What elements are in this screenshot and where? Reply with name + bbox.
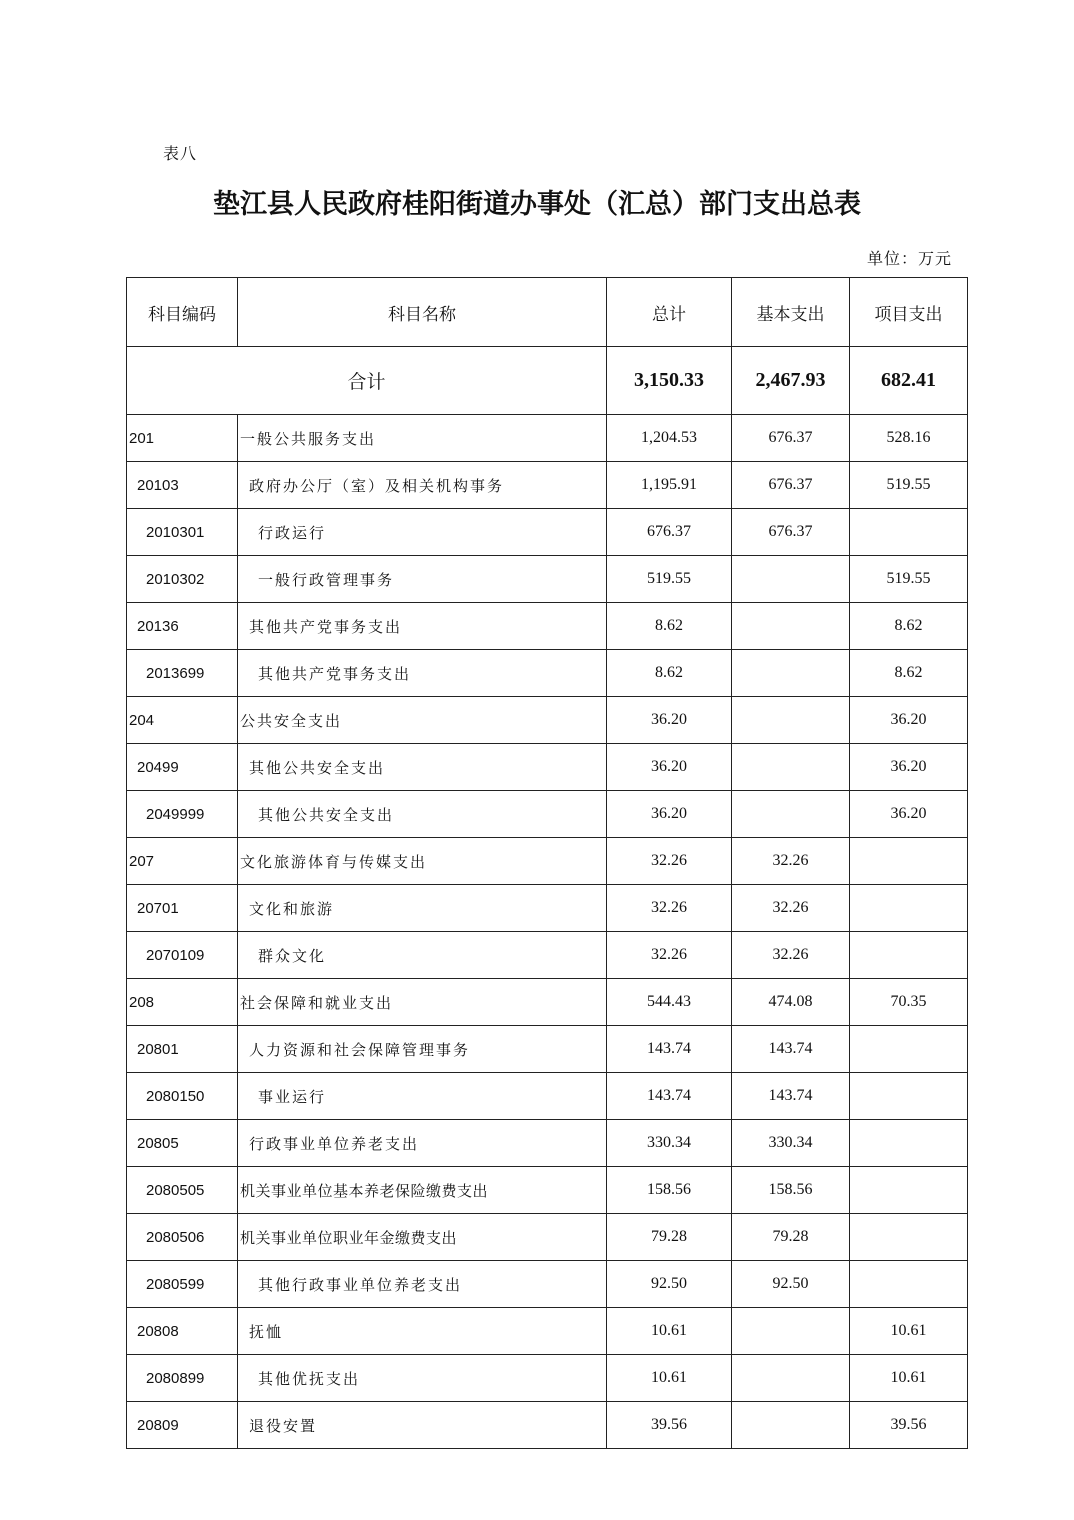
row-project [850, 838, 968, 885]
row-total: 10.61 [607, 1355, 732, 1402]
row-name: 其他优抚支出 [238, 1355, 607, 1402]
row-name: 其他公共安全支出 [238, 744, 607, 791]
row-name: 社会保障和就业支出 [238, 979, 607, 1026]
table-row [127, 415, 968, 462]
table-row [127, 556, 968, 603]
total-project: 682.41 [850, 347, 968, 415]
row-basic [732, 556, 850, 603]
row-basic: 143.74 [732, 1026, 850, 1073]
row-name: 群众文化 [238, 932, 607, 979]
header-basic: 基本支出 [732, 278, 850, 347]
row-total: 158.56 [607, 1167, 732, 1214]
row-basic [732, 650, 850, 697]
row-project: 36.20 [850, 744, 968, 791]
row-name: 抚恤 [238, 1308, 607, 1355]
row-code: 2049999 [127, 791, 238, 838]
header-total: 总计 [607, 278, 732, 347]
row-name: 一般公共服务支出 [238, 415, 607, 462]
total-basic: 2,467.93 [732, 347, 850, 415]
row-code: 207 [127, 838, 238, 885]
row-total: 544.43 [607, 979, 732, 1026]
row-project: 10.61 [850, 1308, 968, 1355]
table-row [127, 1073, 968, 1120]
row-code: 20805 [127, 1120, 238, 1167]
row-project: 36.20 [850, 697, 968, 744]
row-project [850, 1167, 968, 1214]
table-row [127, 1167, 968, 1214]
row-basic: 32.26 [732, 838, 850, 885]
row-total: 36.20 [607, 791, 732, 838]
table-row [127, 744, 968, 791]
row-total: 1,195.91 [607, 462, 732, 509]
row-project: 528.16 [850, 415, 968, 462]
row-code: 2080506 [127, 1214, 238, 1261]
row-code: 20808 [127, 1308, 238, 1355]
row-project [850, 1261, 968, 1308]
row-project [850, 1073, 968, 1120]
row-code: 2080599 [127, 1261, 238, 1308]
row-code: 208 [127, 979, 238, 1026]
row-name: 机关事业单位职业年金缴费支出 [238, 1214, 607, 1261]
row-code: 20499 [127, 744, 238, 791]
row-project [850, 1214, 968, 1261]
table-row [127, 1261, 968, 1308]
row-name: 人力资源和社会保障管理事务 [238, 1026, 607, 1073]
table-row [127, 791, 968, 838]
row-project: 519.55 [850, 462, 968, 509]
row-basic: 32.26 [732, 885, 850, 932]
row-code: 2070109 [127, 932, 238, 979]
table-row [127, 1214, 968, 1261]
row-basic: 158.56 [732, 1167, 850, 1214]
total-label: 合计 [127, 347, 607, 415]
row-basic [732, 603, 850, 650]
row-code: 201 [127, 415, 238, 462]
table-row [127, 885, 968, 932]
row-name: 文化旅游体育与传媒支出 [238, 838, 607, 885]
row-basic: 676.37 [732, 509, 850, 556]
row-total: 676.37 [607, 509, 732, 556]
row-total: 8.62 [607, 650, 732, 697]
row-code: 204 [127, 697, 238, 744]
row-total: 32.26 [607, 885, 732, 932]
table-row [127, 838, 968, 885]
row-name: 退役安置 [238, 1402, 607, 1449]
table-row [127, 697, 968, 744]
row-name: 其他公共安全支出 [238, 791, 607, 838]
header-code: 科目编码 [127, 278, 238, 347]
row-total: 10.61 [607, 1308, 732, 1355]
row-code: 2010302 [127, 556, 238, 603]
row-project [850, 1120, 968, 1167]
table-row [127, 603, 968, 650]
row-name: 其他共产党事务支出 [238, 603, 607, 650]
row-name: 一般行政管理事务 [238, 556, 607, 603]
row-name: 政府办公厅（室）及相关机构事务 [238, 462, 607, 509]
row-project: 10.61 [850, 1355, 968, 1402]
row-total: 39.56 [607, 1402, 732, 1449]
row-name: 机关事业单位基本养老保险缴费支出 [238, 1167, 607, 1214]
row-total: 143.74 [607, 1073, 732, 1120]
row-project: 36.20 [850, 791, 968, 838]
row-name: 公共安全支出 [238, 697, 607, 744]
row-project: 70.35 [850, 979, 968, 1026]
row-basic: 474.08 [732, 979, 850, 1026]
expenditure-table [126, 277, 968, 1449]
row-project [850, 885, 968, 932]
row-total: 79.28 [607, 1214, 732, 1261]
row-code: 20701 [127, 885, 238, 932]
row-basic: 676.37 [732, 462, 850, 509]
row-code: 2080899 [127, 1355, 238, 1402]
total-row [127, 347, 968, 415]
row-project: 8.62 [850, 650, 968, 697]
row-basic: 676.37 [732, 415, 850, 462]
row-basic [732, 744, 850, 791]
row-code: 20801 [127, 1026, 238, 1073]
row-basic [732, 697, 850, 744]
unit-label: 单位：万元 [866, 249, 952, 268]
row-total: 8.62 [607, 603, 732, 650]
row-code: 2080505 [127, 1167, 238, 1214]
row-basic [732, 1355, 850, 1402]
row-basic: 330.34 [732, 1120, 850, 1167]
table-row [127, 1120, 968, 1167]
row-name: 事业运行 [238, 1073, 607, 1120]
row-project: 8.62 [850, 603, 968, 650]
row-total: 32.26 [607, 838, 732, 885]
row-code: 2080150 [127, 1073, 238, 1120]
table-row [127, 1308, 968, 1355]
table-row [127, 650, 968, 697]
row-total: 36.20 [607, 744, 732, 791]
row-project [850, 509, 968, 556]
row-basic [732, 791, 850, 838]
row-name: 行政事业单位养老支出 [238, 1120, 607, 1167]
row-basic: 92.50 [732, 1261, 850, 1308]
row-basic [732, 1308, 850, 1355]
row-total: 519.55 [607, 556, 732, 603]
row-name: 其他行政事业单位养老支出 [238, 1261, 607, 1308]
row-name: 行政运行 [238, 509, 607, 556]
table-label: 表八 [163, 144, 198, 163]
row-total: 143.74 [607, 1026, 732, 1073]
header-row [127, 278, 968, 347]
row-total: 36.20 [607, 697, 732, 744]
table-row [127, 1402, 968, 1449]
row-project: 39.56 [850, 1402, 968, 1449]
table-row [127, 1026, 968, 1073]
table-row [127, 462, 968, 509]
row-code: 20136 [127, 603, 238, 650]
table-row [127, 979, 968, 1026]
row-code: 2013699 [127, 650, 238, 697]
row-project: 519.55 [850, 556, 968, 603]
header-name: 科目名称 [238, 278, 607, 347]
row-total: 92.50 [607, 1261, 732, 1308]
row-code: 20103 [127, 462, 238, 509]
total-total: 3,150.33 [607, 347, 732, 415]
row-basic: 143.74 [732, 1073, 850, 1120]
row-basic [732, 1402, 850, 1449]
row-total: 32.26 [607, 932, 732, 979]
row-basic: 79.28 [732, 1214, 850, 1261]
row-name: 文化和旅游 [238, 885, 607, 932]
row-code: 20809 [127, 1402, 238, 1449]
row-project [850, 932, 968, 979]
document-title: 垫江县人民政府桂阳街道办事处（汇总）部门支出总表 [213, 189, 861, 220]
table-row [127, 1355, 968, 1402]
row-basic: 32.26 [732, 932, 850, 979]
row-total: 1,204.53 [607, 415, 732, 462]
header-project: 项目支出 [850, 278, 968, 347]
table-row [127, 932, 968, 979]
row-project [850, 1026, 968, 1073]
row-total: 330.34 [607, 1120, 732, 1167]
row-name: 其他共产党事务支出 [238, 650, 607, 697]
row-code: 2010301 [127, 509, 238, 556]
table-row [127, 509, 968, 556]
